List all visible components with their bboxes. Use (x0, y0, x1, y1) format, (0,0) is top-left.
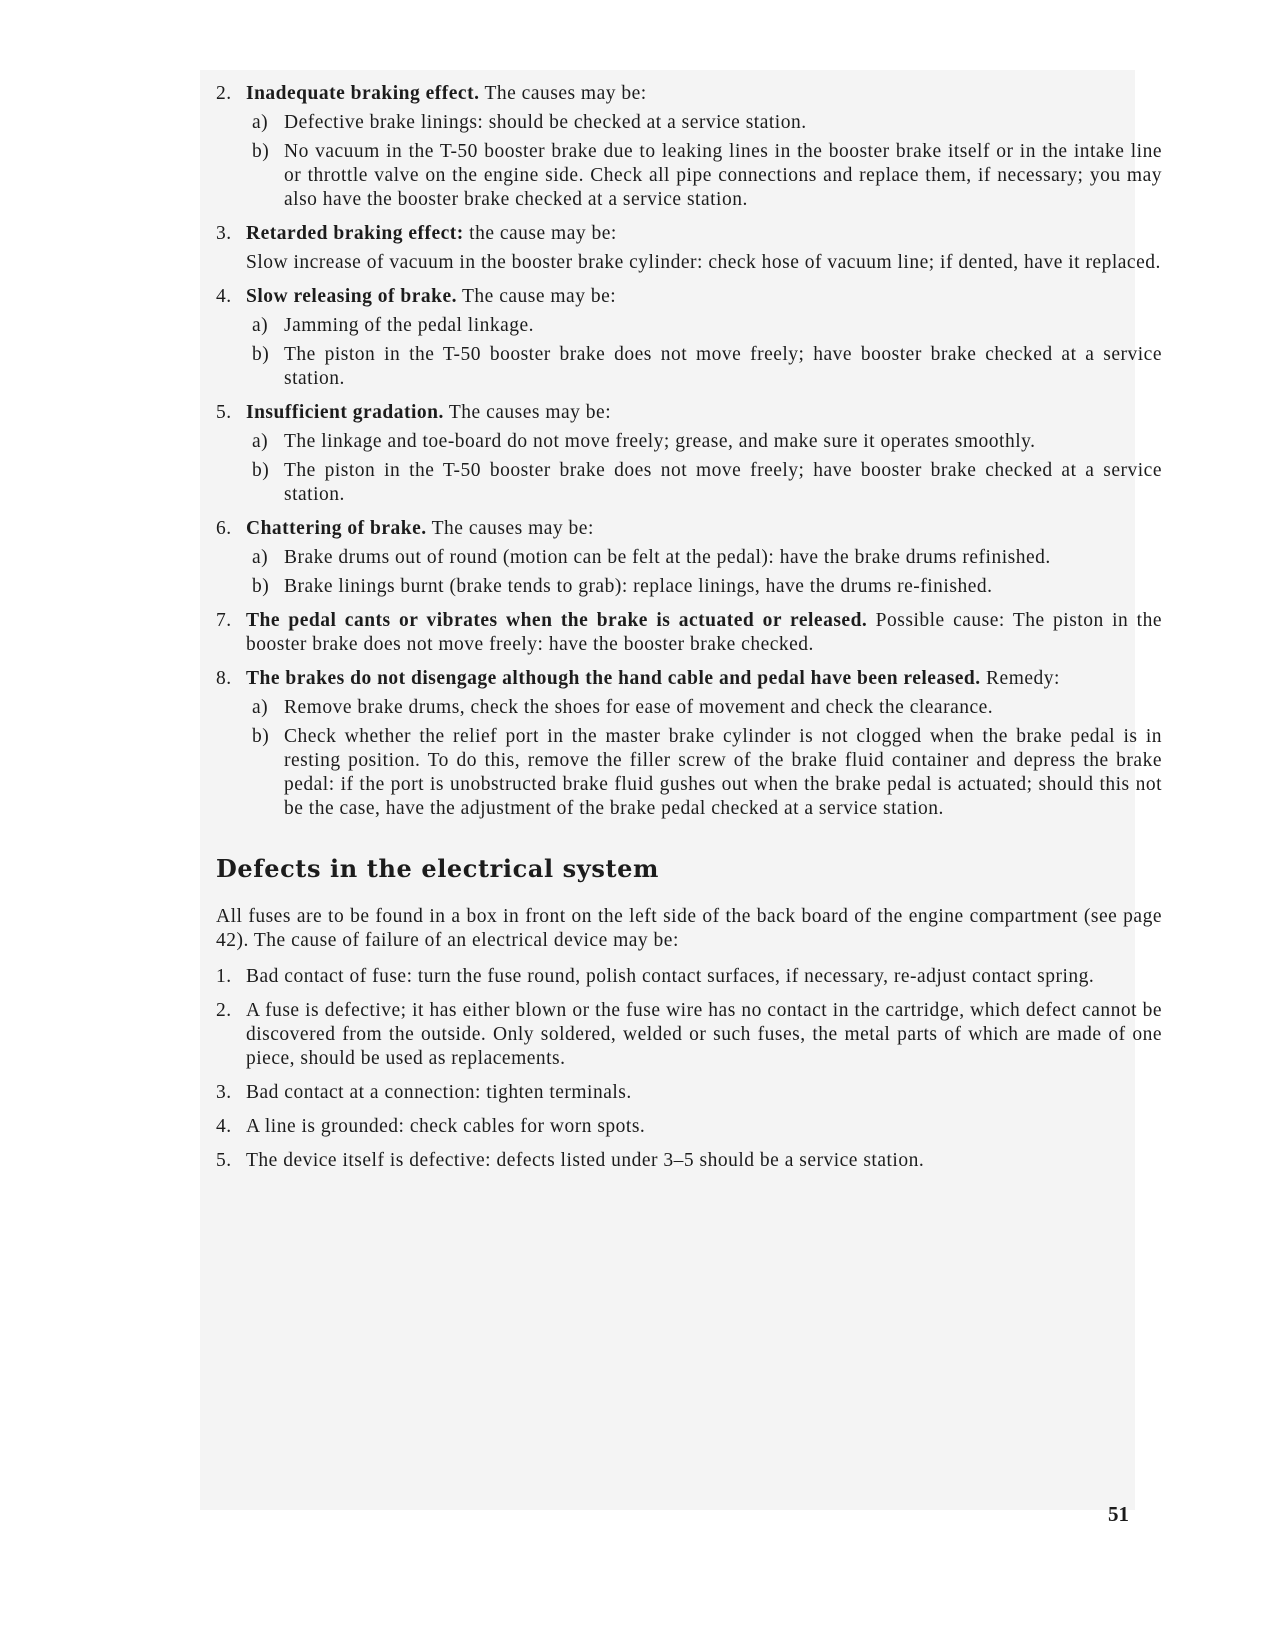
item-lead: the cause may be: (463, 223, 617, 244)
item-lead: The causes may be: (443, 402, 612, 423)
sub-item (246, 430, 1162, 454)
brake-item (216, 82, 1162, 212)
item-lead: The causes may be: (479, 83, 647, 104)
item-heading: Inadequate braking effect. (246, 83, 480, 104)
item-body: Slow increase of vacuum in the booster brake cylinder: check hose of vacuum line; if dented, have it replaced. (246, 252, 1161, 273)
electrical-item (216, 965, 1162, 989)
sub-letter: a) (252, 112, 269, 133)
item-heading: Chattering of brake. (246, 518, 427, 539)
sub-text: The piston in the T-50 booster brake does not move freely; have booster brake checked at a service station. (284, 344, 1162, 389)
sub-text: Jamming of the pedal linkage. (284, 315, 535, 336)
item-text: The device itself is defective: defects listed under 3–5 should be a service station. (246, 1150, 925, 1171)
sub-text: No vacuum in the T-50 booster brake due to leaking lines in the booster brake itself or in the intake line or throttle valve on the engine side. Check all pipe connections and replace them, if necessary; you may also have the booster brake checked at a service station. (284, 141, 1162, 210)
sub-letter: b) (252, 344, 270, 365)
sub-letter: b) (252, 141, 270, 162)
sub-letter: b) (252, 576, 270, 597)
sub-text: The linkage and toe-board do not move freely; grease, and make sure it operates smoothly. (284, 431, 1036, 452)
item-number: 1. (216, 966, 232, 987)
sub-item (246, 575, 1162, 599)
sub-item (246, 725, 1162, 821)
sub-item (246, 314, 1162, 338)
item-lead: The cause may be: (456, 286, 617, 307)
brake-item (216, 609, 1162, 657)
item-lead: Remedy: (980, 668, 1060, 689)
sub-letter: a) (252, 697, 269, 718)
brake-item (216, 401, 1162, 507)
sub-item (246, 343, 1162, 391)
sub-letter: a) (252, 431, 269, 452)
item-heading: The pedal cants or vibrates when the brake is actuated or released. (246, 610, 868, 631)
sub-text: Brake linings burnt (brake tends to grab): replace linings, have the drums re-finished. (284, 576, 993, 597)
electrical-item (216, 1081, 1162, 1105)
brake-item (216, 667, 1162, 821)
item-text: A fuse is defective; it has either blown or the fuse wire has no contact in the cartridge, which defect cannot be discovered from the outside. Only soldered, welded or such fuses, the metal parts of which are made of one piece, should be used as replacements. (246, 1000, 1162, 1069)
item-lead: Possible cause: The piston in the booster brake does not move freely: have the booster brake checked. (246, 610, 1162, 655)
item-heading: Insufficient gradation. (246, 402, 444, 423)
sub-letter: b) (252, 726, 270, 747)
item-text: A line is grounded: check cables for worn spots. (246, 1116, 646, 1137)
item-number: 2. (216, 83, 232, 104)
sub-text: Brake drums out of round (motion can be felt at the pedal): have the brake drums refinished. (284, 547, 1051, 568)
electrical-item (216, 1149, 1162, 1173)
item-number: 4. (216, 1116, 232, 1137)
item-number: 7. (216, 610, 232, 631)
brake-item (216, 285, 1162, 391)
item-number: 6. (216, 518, 232, 539)
section-heading: Defects in the electrical system (216, 854, 659, 883)
item-number: 5. (216, 1150, 232, 1171)
electrical-item (216, 1115, 1162, 1139)
sub-item (246, 459, 1162, 507)
page-number: 51 (1108, 1502, 1129, 1526)
brake-item (216, 222, 1162, 275)
electrical-item (216, 999, 1162, 1071)
sub-letter: a) (252, 547, 269, 568)
sub-letter: b) (252, 460, 270, 481)
item-number: 4. (216, 286, 232, 307)
item-lead: The causes may be: (426, 518, 594, 539)
item-text: Bad contact of fuse: turn the fuse round, polish contact surfaces, if necessary, re-adjust contact spring. (246, 966, 1095, 987)
item-number: 2. (216, 1000, 232, 1021)
item-number: 3. (216, 1082, 232, 1103)
item-heading: Slow releasing of brake. (246, 286, 457, 307)
item-number: 3. (216, 223, 232, 244)
sub-item (246, 696, 1162, 720)
sub-item (246, 546, 1162, 570)
item-heading: The brakes do not disengage although the hand cable and pedal have been released. (246, 668, 981, 689)
item-text: Bad contact at a connection: tighten terminals. (246, 1082, 632, 1103)
sub-letter: a) (252, 315, 269, 336)
sub-item (246, 111, 1162, 135)
sub-text: Check whether the relief port in the master brake cylinder is not clogged when the brake pedal is in resting position. To do this, remove the filler screw of the brake fluid container and depress the brake pedal: if the port is unobstructed brake fluid gushes out when the brake pedal is actuated; should this not be the case, have the adjustment of the brake pedal checked at a service station. (284, 726, 1162, 819)
item-heading: Retarded braking effect: (246, 223, 464, 244)
section-intro: All fuses are to be found in a box in front on the left side of the back board of the engine compartment (see page 42). The cause of failure of an electrical device may be: (216, 906, 1162, 951)
brake-item (216, 517, 1162, 599)
item-number: 5. (216, 402, 232, 423)
item-number: 8. (216, 668, 232, 689)
sub-text: Remove brake drums, check the shoes for ease of movement and check the clearance. (284, 697, 994, 718)
sub-item (246, 140, 1162, 212)
sub-text: The piston in the T-50 booster brake does not move freely; have booster brake checked at a service station. (284, 460, 1162, 505)
page-content (216, 82, 1162, 1183)
sub-text: Defective brake linings: should be checked at a service station. (284, 112, 807, 133)
